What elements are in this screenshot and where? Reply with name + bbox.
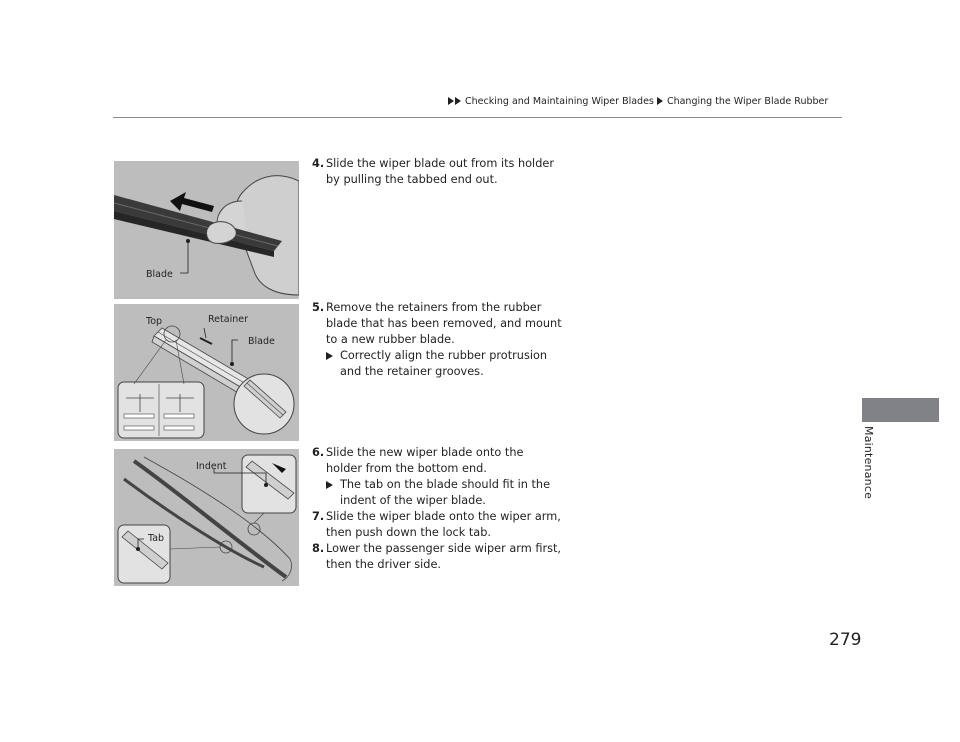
blade-label: Blade <box>248 336 275 347</box>
wiper-blade-illustration <box>114 161 299 299</box>
breadcrumb-arrow-icon <box>657 97 663 105</box>
step-4-block <box>312 156 562 188</box>
top-label: Top <box>146 316 163 327</box>
step-8 <box>312 541 562 573</box>
install-blade-illustration <box>114 449 299 586</box>
step-number: 5. <box>312 301 325 314</box>
steps-6-8-block <box>312 445 562 573</box>
step-text: Remove the retainers from the rubber blade that has been removed, and mount to a new rubber blade. <box>326 301 562 346</box>
step-text: Slide the new wiper blade onto the holder from the bottom end. <box>326 446 524 475</box>
note-text: Correctly align the rubber protrusion and the retainer grooves. <box>340 349 548 378</box>
step-text: Lower the passenger side wiper arm first, then the driver side. <box>326 542 561 571</box>
section-tab-label: Maintenance <box>862 426 875 500</box>
step-5-block <box>312 300 562 380</box>
step-text: Slide the wiper blade out from its holder by pulling the tabbed end out. <box>326 157 554 186</box>
retainer-label: Retainer <box>208 314 248 325</box>
breadcrumb-arrow-icon <box>448 97 454 105</box>
figure-retainer <box>114 304 299 441</box>
tab-label: Tab <box>148 533 165 544</box>
retainer-illustration <box>114 304 299 441</box>
step-number: 8. <box>312 542 325 555</box>
note-text: The tab on the blade should fit in the indent of the wiper blade. <box>340 478 551 507</box>
step-number: 4. <box>312 157 325 170</box>
step-6 <box>312 445 562 477</box>
step-number: 6. <box>312 446 325 459</box>
breadcrumb-arrow-icon <box>455 97 461 105</box>
blade-label: Blade <box>146 269 173 280</box>
step-7 <box>312 509 562 541</box>
step-5 <box>312 300 562 348</box>
figure-slide-blade-out <box>114 161 299 299</box>
step-text: Slide the wiper blade onto the wiper arm, then push down the lock tab. <box>326 510 561 539</box>
indent-label: Indent <box>196 461 227 472</box>
breadcrumb <box>448 96 828 107</box>
header-rule <box>113 117 842 118</box>
breadcrumb-section: Checking and Maintaining Wiper Blades <box>465 96 654 107</box>
step-5-note <box>312 348 562 380</box>
figure-install-blade <box>114 449 299 586</box>
breadcrumb-topic: Changing the Wiper Blade Rubber <box>666 96 829 107</box>
step-4 <box>312 156 562 188</box>
note-arrow-icon <box>326 352 333 360</box>
page-number: 279 <box>829 630 862 650</box>
section-tab <box>862 398 939 422</box>
step-6-note <box>312 477 562 509</box>
step-number: 7. <box>312 510 325 523</box>
note-arrow-icon <box>326 481 333 489</box>
